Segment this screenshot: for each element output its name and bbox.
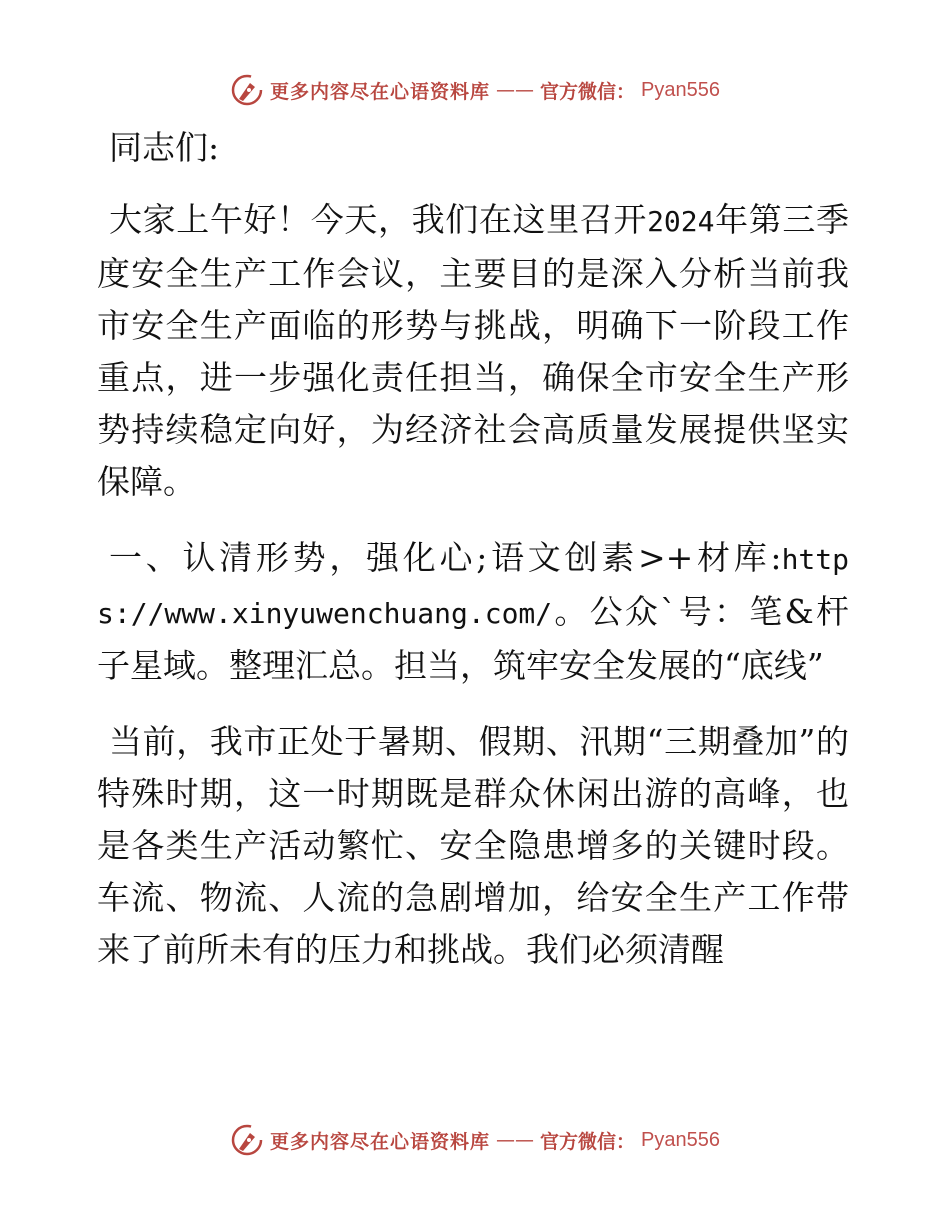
section-heading-1-url: https://www.xinyuwenchuang.com/ <box>97 543 849 630</box>
watermark-contact-label: 官方微信： <box>540 1130 636 1153</box>
paragraph-2-text: 当前，我市正处于暑期、假期、汛期“三期叠加”的特殊时期，这一时期既是群众休闲出游的高峰，也是各类生产活动繁忙、安全隐患增多的关键时段。车流、物流、人流的急剧增加，给安全生产工作带来了前所未有的压力和挑战。我们必须清醒 <box>97 722 849 969</box>
pen-nib-logo-icon <box>230 73 264 107</box>
watermark-contact-label: 官方微信： <box>540 80 636 103</box>
watermark-separator: —— <box>496 1129 535 1151</box>
paragraph-2 <box>97 716 849 976</box>
watermark-text: 更多内容尽在心语资料库 <box>270 80 491 103</box>
paragraph-1 <box>97 194 849 508</box>
watermark-separator: —— <box>496 79 535 101</box>
pen-nib-logo-icon <box>230 1123 264 1157</box>
paragraph-1-text-a: 大家上午好！今天，我们在这里召开 <box>109 200 648 239</box>
section-heading-1-text-b: 。公众`号：笔&杆子星域。整理汇总。担当，筑牢安全发展的“底线” <box>97 592 849 685</box>
header-watermark <box>0 70 950 110</box>
document-body <box>97 122 849 1000</box>
watermark-text: 更多内容尽在心语资料库 <box>270 1130 491 1153</box>
section-heading-1 <box>97 532 849 692</box>
greeting: 同志们: <box>109 128 220 167</box>
paragraph-1-year: 2024 <box>647 205 715 238</box>
watermark-contact-id: Pyan556 <box>641 78 720 101</box>
watermark-contact-id: Pyan556 <box>641 1128 720 1151</box>
paragraph-1-text-b: 年第三季度安全生产工作会议，主要目的是深入分析当前我市安全生产面临的形势与挑战，明确下一阶段工作重点，进一步强化责任担当，确保全市安全生产形势持续稳定向好，为经济社会高质量发展提供坚实保障。 <box>97 200 850 501</box>
footer-watermark <box>0 1120 950 1160</box>
section-heading-1-text-a: 一、认清形势，强化心;语文创素>+材库: <box>109 538 782 577</box>
